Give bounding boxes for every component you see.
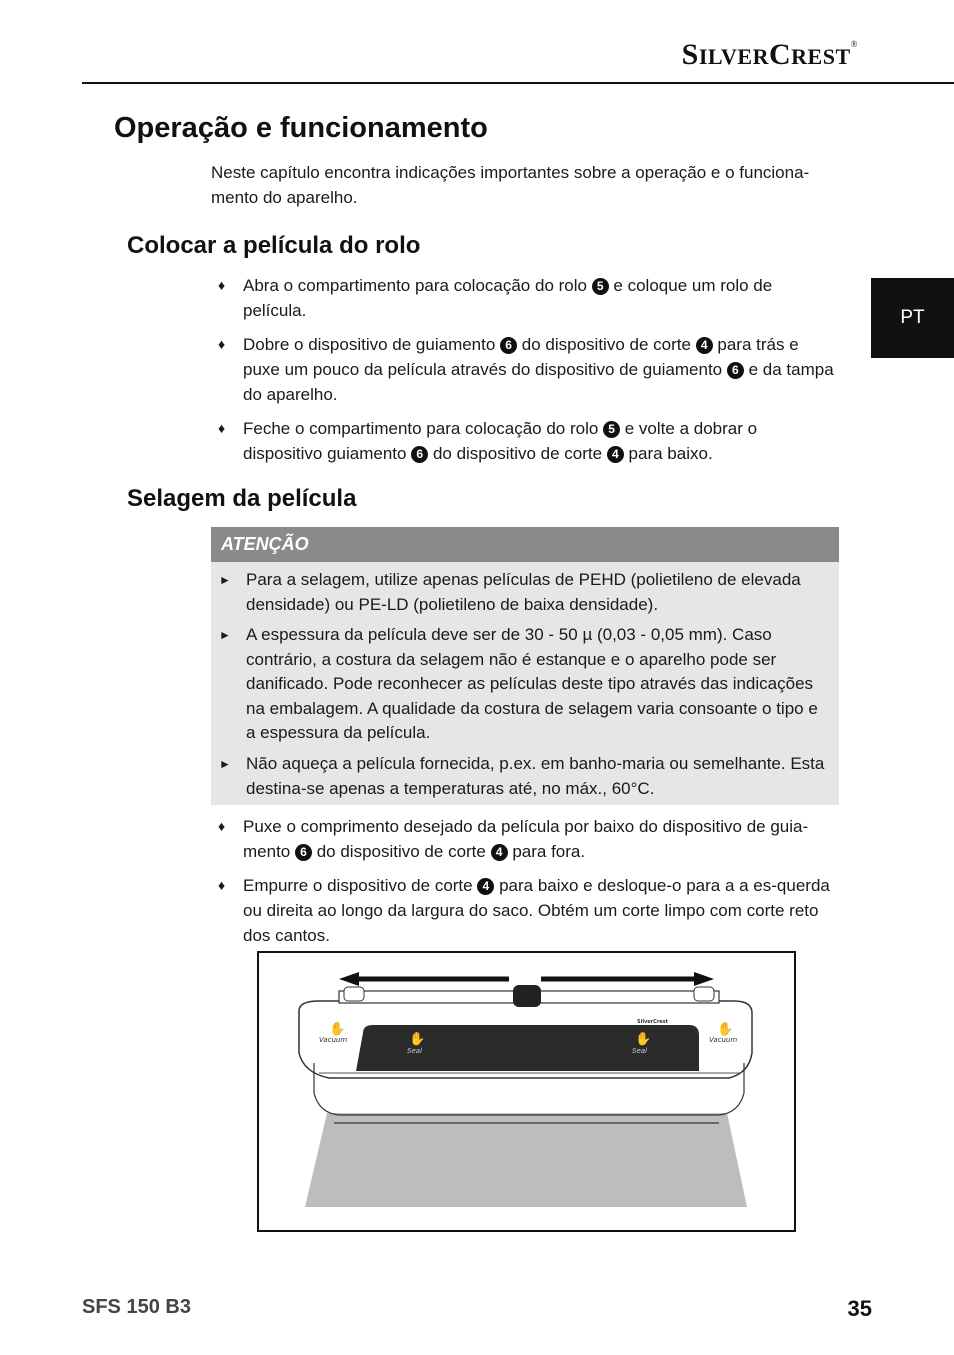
device-illustration	[257, 951, 796, 1232]
diamond-bullet-icon: ♦	[218, 277, 226, 293]
callout-number: 4	[477, 878, 494, 895]
device-brand: SilverCrest	[637, 1019, 669, 1025]
warning-item: ► A espessura da película deve ser de 30 - 50 µ (0,03 - 0,05 mm). Caso contrário, a costura da selagem não é estanque e o aparelho pode ser danificado. Pode reconhecer as películas deste tipo através das indicações na embalagem. A qualidade da costura de selagem varia consoante o tipo e a espessura da película.	[219, 625, 818, 743]
film-sheet	[305, 1113, 747, 1207]
cutter-knob	[513, 985, 541, 1007]
warning-box	[211, 527, 839, 805]
vacuum-label: Vacuum	[319, 1036, 348, 1044]
hand-icon: ✋	[635, 1032, 652, 1047]
arrow-right-icon	[694, 972, 714, 986]
section-heading-roll: Colocar a película do rolo	[127, 232, 421, 259]
section-heading-sealing: Selagem da película	[127, 485, 357, 512]
step-item: ♦ Puxe o comprimento desejado da película por baixo do dispositivo de guia-mento 6 do dispositivo de corte 4 para fora.	[218, 814, 838, 864]
diamond-bullet-icon: ♦	[218, 818, 226, 834]
arrow-left-icon	[339, 972, 359, 986]
step-item: ♦ Abra o compartimento para colocação do rolo 5 e coloque um rolo de película.	[218, 273, 838, 323]
page-title: Operação e funcionamento	[114, 112, 488, 144]
warning-item: ► Não aqueça a película fornecida, p.ex. em banho-maria ou semelhante. Esta destina-se apenas a temperaturas até, no máx., 60°C.	[219, 754, 825, 798]
diamond-bullet-icon: ♦	[218, 877, 226, 893]
diamond-bullet-icon: ♦	[218, 420, 226, 436]
arrow-bullet-icon: ►	[219, 757, 231, 771]
callout-number: 4	[607, 446, 624, 463]
step-item: ♦ Empurre o dispositivo de corte 4 para baixo e desloque-o para a a es-querda ou direita ao longo da largura do saco. Obtém um corte limpo com corte reto dos cantos.	[218, 873, 838, 948]
callout-number: 4	[491, 844, 508, 861]
hand-icon: ✋	[329, 1022, 346, 1037]
step-item: ♦ Feche o compartimento para colocação do rolo 5 e volte a dobrar o dispositivo guiamento 6 do dispositivo de corte 4 para baixo.	[218, 416, 838, 466]
vacuum-sealer-drawing	[259, 953, 794, 1230]
intro-paragraph: Neste capítulo encontra indicações importantes sobre a operação e o funciona-mento do aparelho.	[211, 163, 810, 207]
diamond-bullet-icon: ♦	[218, 336, 226, 352]
arrow-bullet-icon: ►	[219, 628, 231, 642]
hand-icon: ✋	[409, 1032, 426, 1047]
callout-number: 5	[592, 278, 609, 295]
callout-number: 6	[295, 844, 312, 861]
warning-item: ► Para a selagem, utilize apenas películas de PEHD (polietileno de elevada densidade) ou PE-LD (polietileno de baixa densidade).	[219, 570, 801, 614]
hand-icon: ✋	[717, 1022, 734, 1037]
callout-number: 6	[411, 446, 428, 463]
language-tab: PT	[871, 278, 954, 358]
brand-logo: SILVERCREST®	[681, 38, 858, 71]
callout-number: 4	[696, 337, 713, 354]
callout-number: 5	[603, 421, 620, 438]
header-rule	[82, 82, 954, 84]
seal-label: Seal	[632, 1047, 647, 1055]
vacuum-label: Vacuum	[709, 1036, 738, 1044]
footer-model: SFS 150 B3	[82, 1296, 191, 1318]
page-number: 35	[847, 1296, 872, 1321]
arrow-bullet-icon: ►	[219, 573, 231, 587]
step-item: ♦ Dobre o dispositivo de guiamento 6 do dispositivo de corte 4 para trás e puxe um pouco da película através do dispositivo de guiamento 6 e da tampa do aparelho.	[218, 332, 838, 407]
seal-label: Seal	[407, 1047, 422, 1055]
warning-label: ATENÇÃO	[211, 527, 839, 562]
callout-number: 6	[500, 337, 517, 354]
callout-number: 6	[727, 362, 744, 379]
